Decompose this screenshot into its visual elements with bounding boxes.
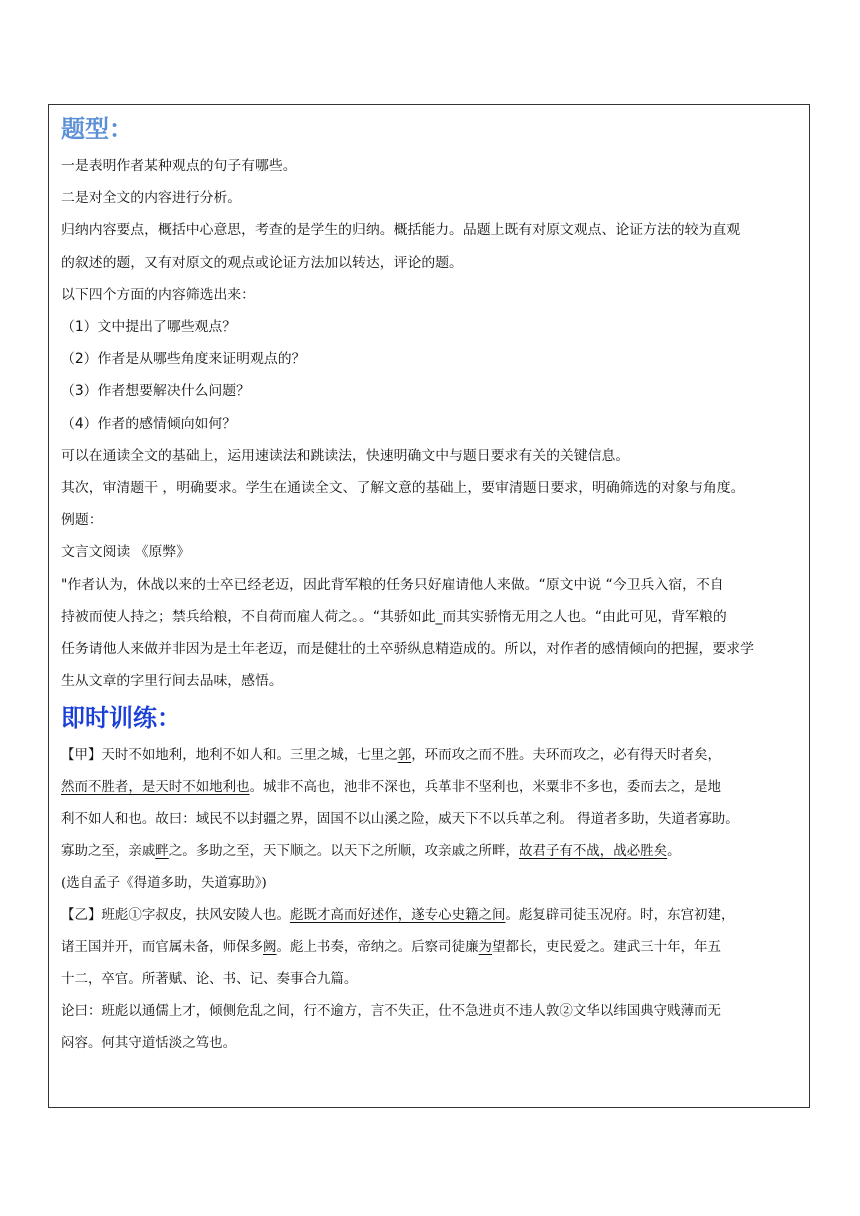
question-types-text — [61, 150, 806, 697]
text-span: 【甲】天时不如地利，地利不如人和。三里之城，七里之 — [61, 747, 398, 764]
text-span: 之。多助之至，天下顺之。以天下之所顺，攻亲戚之所畔， — [168, 843, 519, 860]
text-line: 十二，卒官。所著赋、论、书、记、奏事合九篇。 — [61, 971, 358, 988]
underlined-text: 彪既才高而好述作，遂专心史籍之间 — [289, 907, 506, 924]
text-line: 一是表明作者某种观点的句子有哪些。 — [61, 158, 297, 174]
passage-yi — [61, 899, 806, 1059]
underlined-text: 故君子有不战，战必胜矣 — [518, 843, 668, 860]
text-line: （1）文中提出了哪些观点？ — [61, 319, 237, 336]
underlined-text: 畔 — [155, 843, 169, 860]
section-heading-question-types: 题型： — [61, 115, 133, 143]
text-line: 以下四个方面的内容筛选出来： — [61, 286, 256, 303]
text-line: 的叙述的题，又有对原文的观点或论证方法加以转达，评论的题。 — [61, 254, 463, 271]
text-span: 。 — [667, 843, 681, 860]
text-span: 。彪复辟司徒玉况府。时，东宫初建， — [505, 907, 735, 924]
text-line: 持被而使人持之；禁兵给粮，不自荷而雇人荷之。。“其骄如此_而其实骄惰无用之人也。“由此可见，背军粮的 — [61, 608, 727, 625]
text-line: （4）作者的感情倾向如何？ — [61, 415, 237, 432]
underlined-text: 阙 — [263, 939, 277, 956]
text-line: 二是对全文的内容进行分析。 — [61, 190, 242, 207]
text-span: 诸王国并开，而官属未备，师保多 — [61, 939, 264, 956]
text-line: 其次，审清题干 ，明确要求。学生在通读全文、了解文意的基础上，要审清题日要求，明确筛选的对象与角度。 — [61, 480, 745, 497]
text-line: 生从文章的字里行间去品味，感悟。 — [61, 673, 283, 690]
text-span: 。彪上书奏，帝纳之。后察司徒廉 — [276, 939, 479, 956]
text-line: 可以在通读全文的基础上，运用速读法和跳读法，快速明确文中与题日要求有关的关键信息。 — [61, 447, 630, 464]
text-line — [61, 771, 806, 803]
text-line — [61, 835, 806, 867]
document-body — [61, 112, 806, 1059]
text-line: 例题： — [61, 512, 103, 529]
text-line: 利不如人和也。故曰：域民不以封疆之界，固国不以山溪之险，威天下不以兵革之利。 得道者多助，失道者寡助。 — [61, 811, 739, 828]
text-line: 论曰：班彪以通儒上才，倾侧危乱之间，行不逾方，言不失正，仕不急进贞不违人敦②文华以纬国典守贱薄而无 — [61, 1003, 721, 1020]
passage-jia — [61, 739, 806, 899]
text-line — [61, 739, 806, 771]
passage-source: (选自孟子《得道多助，失道寡助》) — [61, 875, 267, 892]
text-line: 归纳内容要点，概括中心意思，考查的是学生的归纳。概括能力。品题上既有对原文观点、论证方法的较为直观 — [61, 222, 741, 239]
text-line: （2）作者是从哪些角度来证明观点的？ — [61, 351, 306, 368]
underlined-text: 为 — [478, 939, 492, 956]
text-span: 。城非不高也，池非不深也，兵革非不坚利也，米粟非不多也，委而去之，是地 — [249, 779, 721, 796]
section-heading-practice: 即时训练： — [61, 704, 181, 733]
text-line — [61, 931, 806, 963]
text-span: ，环而攻之而不胜。夫环而攻之，必有得天时者矣， — [411, 747, 721, 764]
text-line: 任务请他人来做并非因为是土年老迈，而是健壮的土卒骄纵息精造成的。所以，对作者的感情倾向的把握，要求学 — [61, 641, 754, 658]
underlined-text: 郭 — [397, 747, 412, 764]
text-span: 【乙】班彪①字叔皮，扶风安陵人也。 — [61, 907, 290, 924]
text-line: 闷容。何其守道恬淡之笃也。 — [61, 1035, 237, 1052]
text-line: "作者认为，休战以来的士卒已经老迈，因此背军粮的任务只好雇请他人来做。“原文中说 “今卫兵入宿，不自 — [61, 576, 724, 593]
underlined-text: 然而不胜者，是天时不如地利也 — [61, 779, 250, 796]
text-span: 望都长，吏民爱之。建武三十年，年五 — [492, 939, 721, 956]
text-line: （3）作者想要解决什么问题？ — [61, 383, 250, 400]
text-span: 寡助之至，亲戚 — [61, 843, 156, 860]
text-line: 文言文阅读 《原弊》 — [61, 544, 191, 561]
text-line — [61, 899, 806, 931]
